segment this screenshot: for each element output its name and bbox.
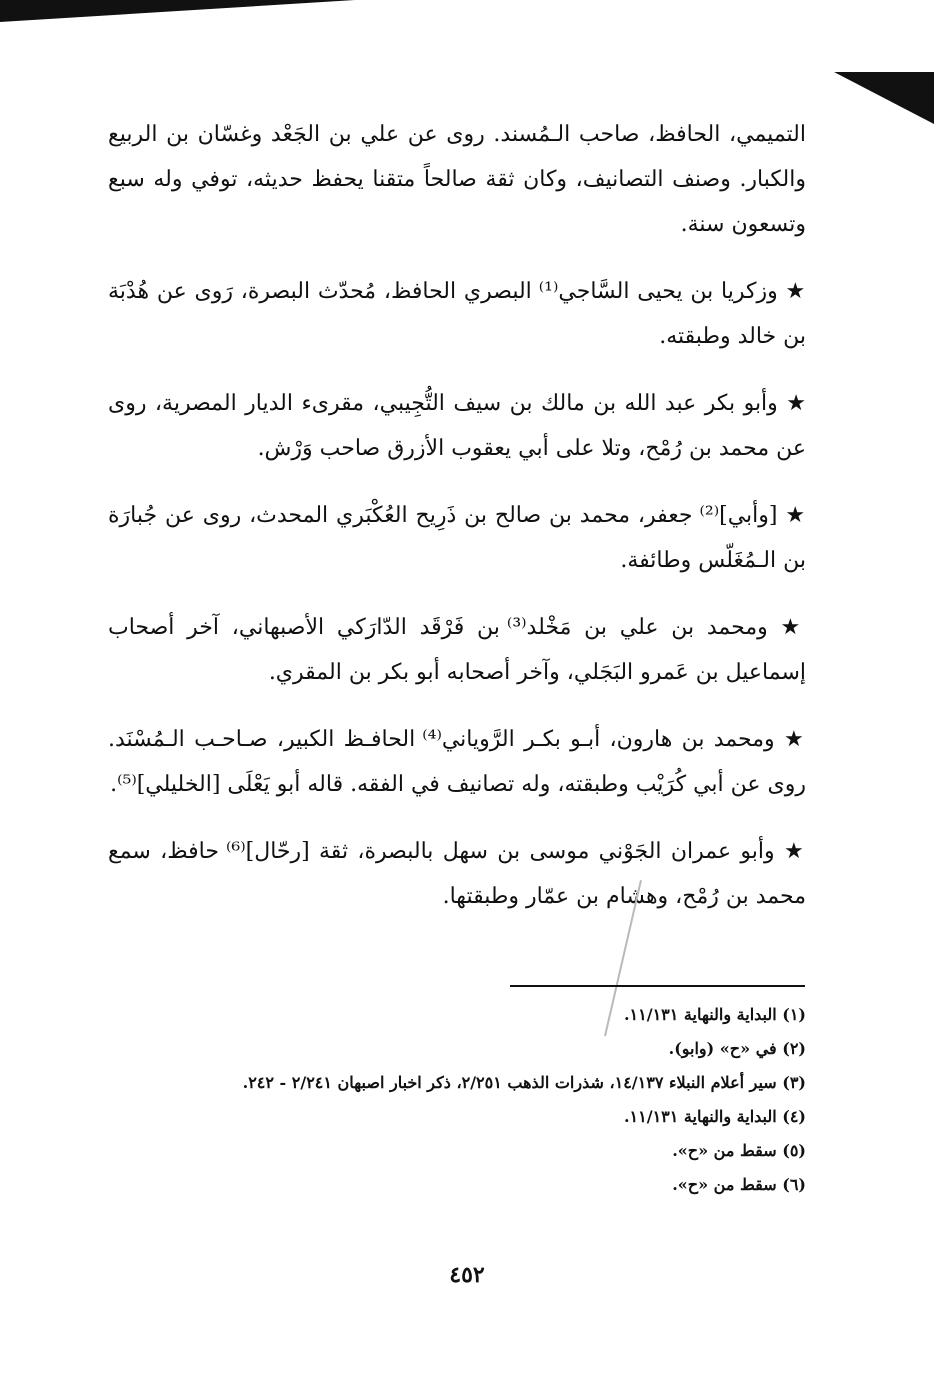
main-text — [108, 112, 806, 941]
footnotes — [108, 998, 806, 1202]
paragraph-3: ★ وأبو بكر عبد الله بن مالك بن سيف التُّجِيبي، مقرىء الديار المصرية، روى عن محمد بن رُمْح، وتلا على أبي يعقوب الأزرق صاحب وَرْش. — [108, 391, 806, 461]
footnote-5: (٥) سقط من «ح». — [672, 1141, 806, 1160]
paragraph-2: ★ وزكريا بن يحيى السَّاجي⁽¹⁾ البصري الحافظ، مُحدّث البصرة، رَوى عن هُدْبَة بن خالد وطبقته. — [108, 279, 806, 349]
paragraph-6: ★ ومحمد بن هارون، أبـو بكـر الرَّوياني⁽⁴⁾ الحافـظ الكبير، صـاحـب الـمُسْنَد. روى عن أبي كُرَيْب وطبقته، وله تصانيف في الفقه. قاله أبو يَعْلَى [الخليلي]⁽⁵⁾. — [108, 727, 806, 797]
paragraph-4: ★ [وأبي]⁽²⁾ جعفر، محمد بن صالح بن ذَرِيح العُكْبَري المحدث، روى عن جُبارَة بن الـمُغَلّس وطائفة. — [108, 503, 806, 573]
scan-edge-mark-right — [834, 72, 934, 124]
paragraph-1: التميمي، الحافظ، صاحب الـمُسند. روى عن علي بن الجَعْد وغسّان بن الربيع والكبار. وصنف التصانيف، وكان ثقة صالحاً متقنا يحفظ حديثه، توفي وله سبع وتسعون سنة. — [108, 122, 806, 237]
footnote-6: (٦) سقط من «ح». — [672, 1175, 806, 1194]
footnote-1: (١) البداية والنهاية ١١/١٣١. — [623, 1005, 806, 1024]
page-number: ٤٥٢ — [449, 1262, 485, 1288]
footnote-2: (٢) في «ح» (وابو). — [668, 1039, 806, 1058]
footnote-separator — [510, 985, 805, 987]
scan-edge-mark-top — [0, 0, 355, 22]
paragraph-5: ★ ومحمد بن علي بن مَخْلد⁽³⁾ بن فَرْقَد الدّارَكي الأصبهاني، آخر أصحاب إسماعيل بن عَمرو البَجَلي، وآخر أصحابه أبو بكر بن المقري. — [108, 615, 806, 685]
footnote-4: (٤) البداية والنهاية ١١/١٣١. — [623, 1107, 806, 1126]
footnote-3: (٣) سير أعلام النبلاء ١٤/١٣٧، شذرات الذهب ٢/٢٥١، ذكر اخبار اصبهان ٢/٢٤١ - ٢٤٢. — [242, 1073, 806, 1092]
paragraph-7: ★ وأبو عمران الجَوْني موسى بن سهل بالبصرة، ثقة [رحّال]⁽⁶⁾ حافظ، سمع محمد بن رُمْح، وهشام بن عمّار وطبقتها. — [108, 839, 807, 909]
